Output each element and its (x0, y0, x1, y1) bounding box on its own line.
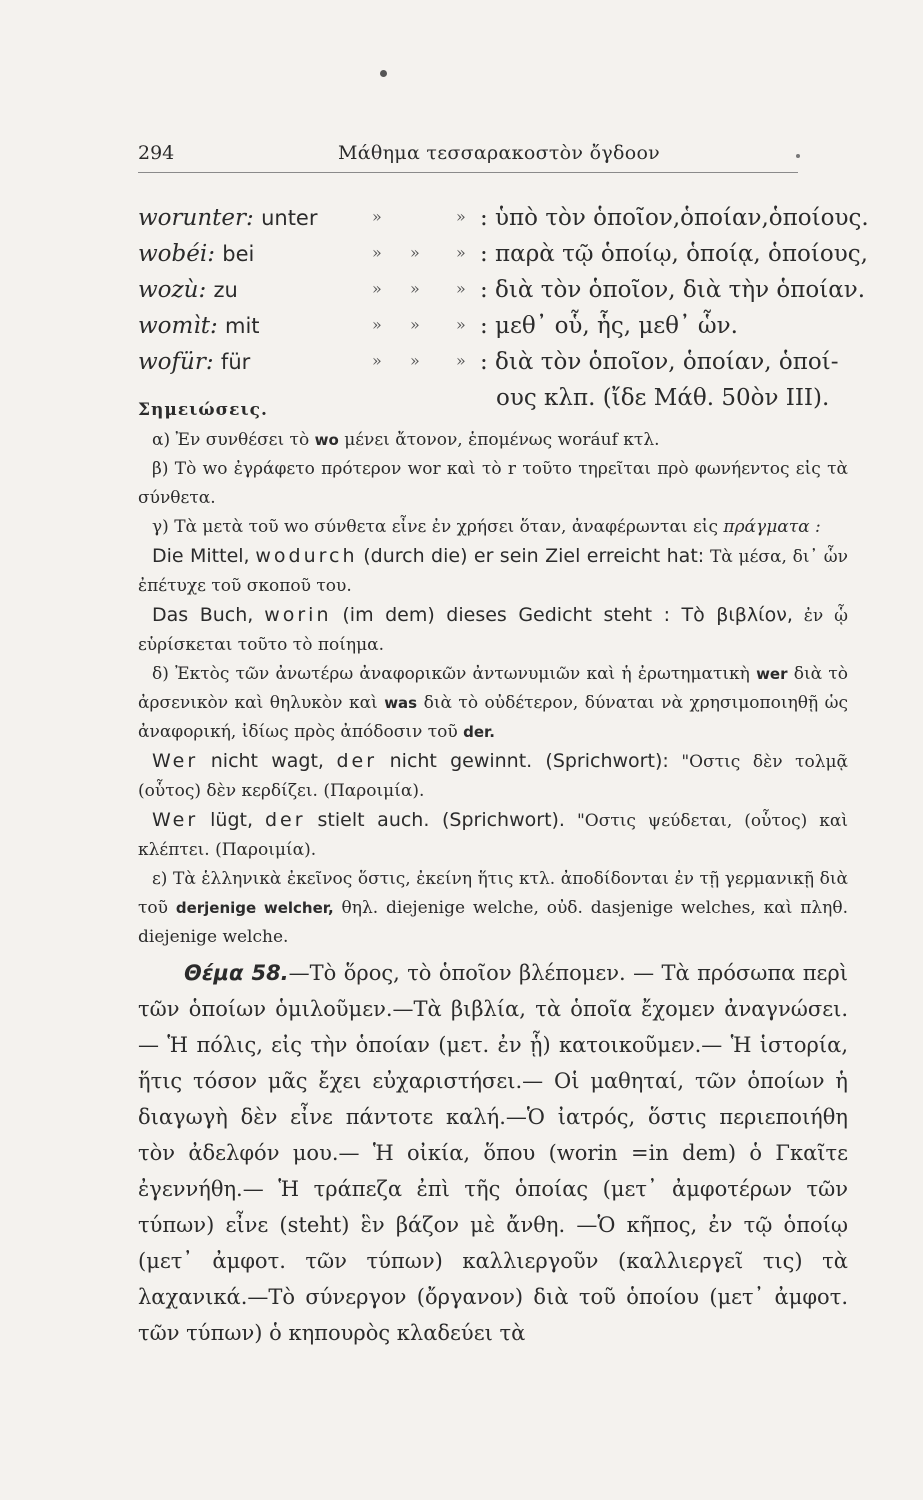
note-e: ε) Τὰ ἑλληνικὰ ἐκεῖνος ὅστις, ἐκείνη ἥτις κτλ. ἀποδίδονται ἐν τῇ γερμανικῇ διὰ τοῦ derjenige welcher, θηλ. diejenige welche, οὐδ. dasjenige welches, καὶ πληθ. diejenige welche. (138, 869, 849, 947)
ditto-mark: » (410, 351, 420, 370)
notes-section (138, 400, 848, 952)
vocab-row: womìt: mit » » » : μεθ᾽ οὗ, ἧς, μεθ᾽ ὧν. (138, 313, 738, 339)
vocab-term: wozù (138, 277, 199, 303)
note-d: δ) Ἐκτὸς τῶν ἀνωτέρω ἀναφορικῶν ἀντωνυμιῶν καὶ ἡ ἐρωτηματικὴ wer διὰ τὸ ἀρσενικὸν καὶ θηλυκὸν καὶ was διὰ τὸ οὐδέτερον, δύναται νὰ χρησιμοποιηθῇ ὡς ἀναφορική, ἰδίως πρὸς ἀπόδοσιν τοῦ der. (138, 664, 849, 742)
note-b: β) Τὸ wo ἐγράφετο πρότερον wor καὶ τὸ r τοῦτο τηρεῖται πρὸ φωνήεντος εἰς τὰ σύνθετα. (138, 459, 848, 508)
header-dot (796, 154, 800, 158)
vocab-row: worunter: unter » » : ὑπὸ τὸν ὁποῖον,ὁποίαν,ὁποίους. (138, 205, 869, 231)
note-c: γ) Τὰ μετὰ τοῦ wo σύνθετα εἶνε ἐν χρήσει ὅταν, ἀναφέρωνται εἰς πράγματα : (152, 517, 821, 537)
vocab-row: wofür: für » » » : διὰ τὸν ὁποῖον, ὁποίαν, ὁποί- (138, 349, 839, 375)
running-header (138, 142, 798, 173)
vocab-gloss: bei (222, 242, 255, 266)
ditto-mark: » (456, 279, 466, 298)
vocab-gloss: mit (225, 314, 260, 338)
ditto-mark: » (456, 243, 466, 262)
vocab-greek: : παρὰ τῷ ὁποίῳ, ὁποίᾳ, ὁποίους, (480, 241, 868, 267)
vocab-gloss: für (220, 350, 251, 374)
vocabulary-list (138, 205, 869, 419)
vocab-continuation: ους κλπ. (ἴδε Μάθ. 50ὸν III). (496, 385, 830, 411)
ditto-mark: » (456, 315, 466, 334)
vocab-term: wofür (138, 349, 206, 375)
page-number: 294 (138, 142, 175, 164)
vocab-greek: : μεθ᾽ οὗ, ἧς, μεθ᾽ ὧν. (480, 313, 738, 339)
ink-dot (380, 70, 387, 77)
ditto-mark: » (456, 207, 466, 226)
ditto-mark: » (410, 315, 420, 334)
ditto-mark: » (372, 207, 382, 226)
ditto-mark: » (456, 351, 466, 370)
note-d-example-2: Wer lügt, der stielt auch. (Sprichwort). "Οστις ψεύδεται, (οὗτος) καὶ κλέπτει. (Παροιμία). (138, 809, 849, 860)
lesson-title: Μάθημα τεσσαρακοστὸν ὄγδοον (338, 142, 661, 164)
vocab-term: wobéi (138, 241, 208, 267)
vocab-gloss: zu (213, 278, 238, 302)
ditto-mark: » (410, 243, 420, 262)
note-d-example-1: Wer nicht wagt, der nicht gewinnt. (Sprichwort): "Οστις δὲν τολμᾷ (οὗτος) δὲν κερδίζει. (Παροιμία). (138, 750, 849, 801)
vocab-gloss: unter (261, 206, 318, 230)
ditto-mark: » (372, 351, 382, 370)
vocab-greek: : διὰ τὸν ὁποῖον, διὰ τὴν ὁποίαν. (480, 277, 866, 303)
note-c-example-1: Die Mittel, wodurch (durch die) er sein Ziel erreicht hat: Τὰ μέσα, δι᾽ ὧν ἐπέτυχε τοῦ σκοποῦ του. (138, 545, 848, 596)
vocab-greek: : διὰ τὸν ὁποῖον, ὁποίαν, ὁποί- (480, 349, 839, 375)
vocab-row: wobéi: bei » » » : παρὰ τῷ ὁποίῳ, ὁποίᾳ, ὁποίους, (138, 241, 868, 267)
ditto-mark: » (372, 243, 382, 262)
vocab-row: wozù: zu » » » : διὰ τὸν ὁποῖον, διὰ τὴν ὁποίαν. (138, 277, 866, 303)
exercise-text: Θέμα 58.—Τὸ ὅρος, τὸ ὁποῖον βλέπομεν. — Τὰ πρόσωπα περὶ τῶν ὁποίων ὁμιλοῦμεν.—Τὰ βιβλία, τὰ ὁποῖα ἔχομεν ἀναγνώσει.— Ἡ πόλις, εἰς τὴν ὁποίαν (μετ. ἐν ᾗ) κατοικοῦμεν.— Ἡ ἱστορία, ἥτις τόσον μᾶς ἔχει εὐχαριστήσει.— Οἱ μαθηταί, τῶν ὁποίων ἡ διαγωγὴ δὲν εἶνε πάντοτε καλή.—Ὁ ἰατρός, ὅστις περιεποιήθη τὸν ἀδελφόν μου.— Ἡ οἰκία, ὅπου (worin =in dem) ὁ Γκαῖτε ἐγεννήθη.— Ἡ τράπεζα ἐπὶ τῆς ὁποίας (μετ᾽ ἀμφοτέρων τῶν τύπων) εἶνε (steht) ἓν βάζον μὲ ἄνθη. —Ὁ κῆπος, ἐν τῷ ὁποίῳ (μετ᾽ ἀμφοτ. τῶν τύπων) καλλιεργοῦν (καλλιεργεῖ τις) τὰ λαχανικά.—Τὸ σύνεργον (ὄργανον) διὰ τοῦ ὁποίου (μετ᾽ ἀμφοτ. τῶν τύπων) ὁ κηπουρὸς κλαδεύει τὰ (138, 961, 849, 1345)
exercise-label: Θέμα 58. (184, 961, 289, 985)
note-a: α) Ἐν συνθέσει τὸ wo μένει ἄτονον, ἑπομένως woráuf κτλ. (152, 430, 660, 450)
ditto-mark: » (372, 315, 382, 334)
notes-heading: Σημειώσεις. (138, 400, 268, 420)
vocab-term: worunter (138, 205, 247, 231)
vocab-term: womìt (138, 313, 210, 339)
note-c-example-2: Das Buch, worin (im dem) dieses Gedicht steht : Τὸ βιβλίον, ἐν ᾧ εὑρίσκεται τοῦτο τὸ ποίημα. (138, 604, 848, 655)
exercise-section (138, 955, 848, 1351)
ditto-mark: » (372, 279, 382, 298)
ditto-mark: » (410, 279, 420, 298)
vocab-greek: : ὑπὸ τὸν ὁποῖον,ὁποίαν,ὁποίους. (480, 205, 869, 231)
